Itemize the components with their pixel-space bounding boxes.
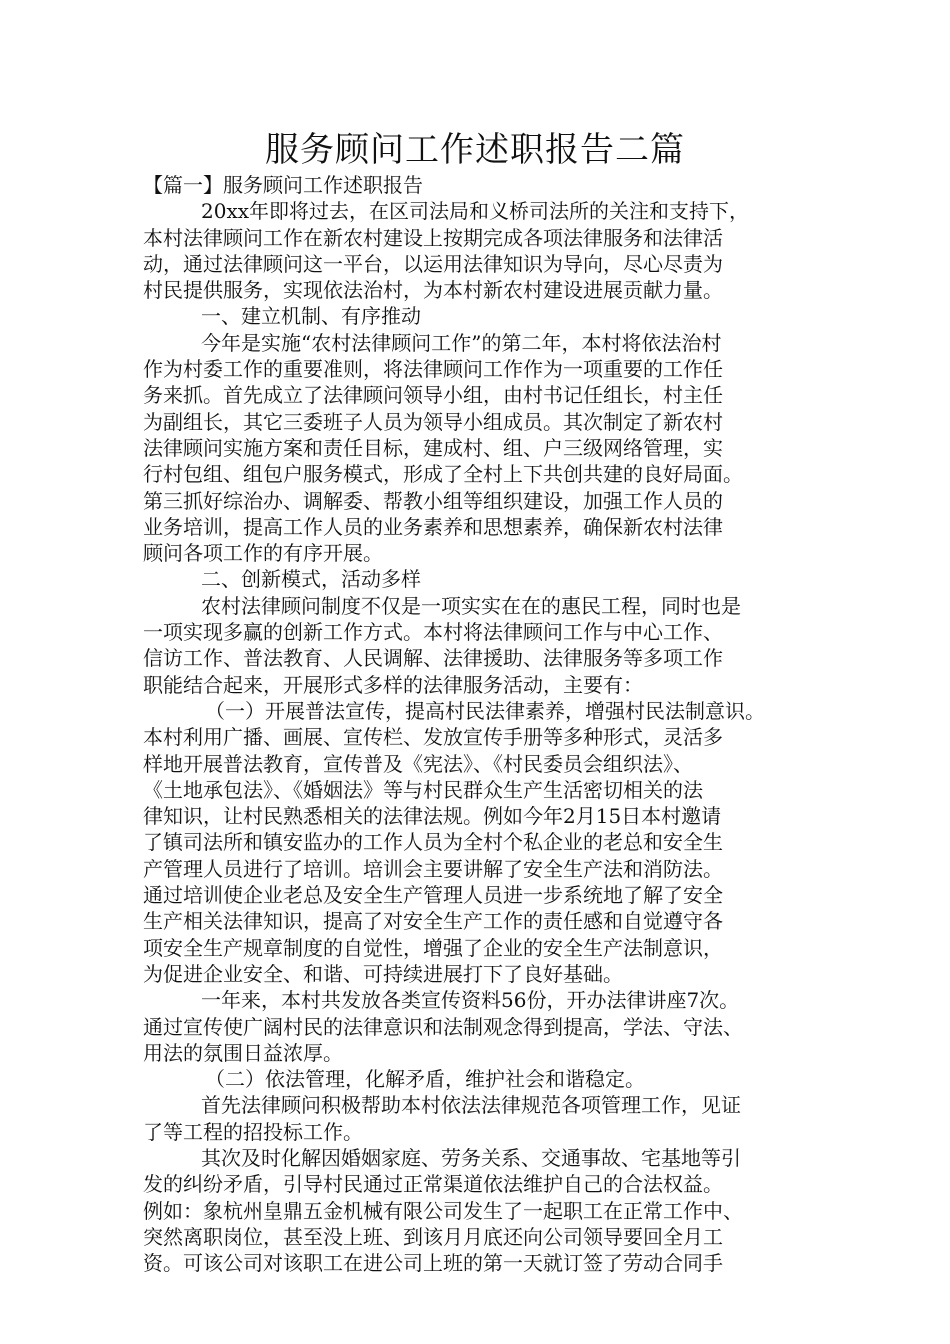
text-line: 农村法律顾问制度不仅是一项实实在在的惠民工程，同时也是 (201, 593, 741, 618)
text-line: 一、建立机制、有序推动 (201, 304, 421, 329)
text-line: （一）开展普法宣传，提高村民法律素养，增强村民法制意识。 (205, 698, 765, 723)
document-title: 服务顾问工作述职报告二篇 (265, 130, 685, 170)
text-line: 二、创新模式，活动多样 (201, 567, 421, 592)
text-line: 生产相关法律知识，提高了对安全生产工作的责任感和自觉遵守各 (143, 909, 723, 934)
text-line: 为副组长，其它三委班子人员为领导小组成员。其次制定了新农村 (143, 409, 723, 434)
text-line: 突然离职岗位，甚至没上班、到该月月底还向公司领导要回全月工 (143, 1224, 723, 1249)
text-line: 资。可该公司对该职工在进公司上班的第一天就订签了劳动合同手 (143, 1251, 723, 1276)
text-line: 动，通过法律顾问这一平台，以运用法律知识为导向，尽心尽责为 (143, 251, 723, 276)
text-line: 项安全生产规章制度的自觉性，增强了企业的安全生产法制意识， (143, 935, 723, 960)
text-line: 其次及时化解因婚姻家庭、劳务关系、交通事故、宅基地等引 (201, 1145, 741, 1170)
text-line: 法律顾问实施方案和责任目标，建成村、组、户三级网络管理，实 (143, 435, 723, 460)
text-line: 本村法律顾问工作在新农村建设上按期完成各项法律服务和法律活 (143, 225, 723, 250)
text-line: 今年是实施“农村法律顾问工作”的第二年，本村将依法治村 (201, 330, 722, 355)
text-line: 一项实现多赢的创新工作方式。本村将法律顾问工作与中心工作、 (143, 620, 723, 645)
text-line: 本村利用广播、画展、宣传栏、发放宣传手册等多种形式，灵活多 (143, 725, 723, 750)
text-line: 为促进企业安全、和谐、可持续进展打下了良好基础。 (143, 961, 623, 986)
document-body (143, 172, 833, 1276)
text-line: 例如：象杭州皇鼎五金机械有限公司发生了一起职工在正常工作中、 (143, 1198, 743, 1223)
text-line: 作为村委工作的重要准则，将法律顾问工作作为一项重要的工作任 (143, 357, 723, 382)
text-line: 信访工作、普法教育、人民调解、法律援助、法律服务等多项工作 (143, 646, 723, 671)
text-line: 产管理人员进行了培训。培训会主要讲解了安全生产法和消防法。 (143, 856, 723, 881)
text-line: 20xx年即将过去，在区司法局和义桥司法所的关注和支持下， (201, 199, 750, 224)
text-line: 【篇一】服务顾问工作述职报告 (143, 173, 423, 197)
text-line: 样地开展普法教育，宣传普及《宪法》、《村民委员会组织法》、 (143, 751, 693, 776)
text-line: （二）依法管理，化解矛盾，维护社会和谐稳定。 (205, 1067, 645, 1092)
text-line: 一年来，本村共发放各类宣传资料56份，开办法律讲座7次。 (201, 988, 740, 1013)
text-line: 务来抓。首先成立了法律顾问领导小组，由村书记任组长，村主任 (143, 383, 723, 408)
text-line: 村民提供服务，实现依法治村，为本村新农村建设进展贡献力量。 (143, 278, 723, 303)
text-line: 律知识，让村民熟悉相关的法律法规。例如今年2月15日本村邀请 (143, 804, 722, 829)
text-line: 《土地承包法》、《婚姻法》等与村民群众生产生活密切相关的法 (143, 777, 703, 802)
text-line: 通过培训使企业老总及安全生产管理人员进一步系统地了解了安全 (143, 883, 723, 908)
text-line: 顾问各项工作的有序开展。 (143, 541, 383, 566)
text-line: 业务培训，提高工作人员的业务素养和思想素养，确保新农村法律 (143, 514, 723, 539)
text-line: 了镇司法所和镇安监办的工作人员为全村个私企业的老总和安全生 (143, 830, 723, 855)
text-line: 用法的氛围日益浓厚。 (143, 1040, 343, 1065)
text-line: 发的纠纷矛盾，引导村民通过正常渠道依法维护自己的合法权益。 (143, 1172, 723, 1197)
text-line: 第三抓好综治办、调解委、帮教小组等组织建设，加强工作人员的 (143, 488, 723, 513)
text-line: 职能结合起来，开展形式多样的法律服务活动，主要有： (143, 672, 643, 697)
text-line: 通过宣传使广阔村民的法律意识和法制观念得到提高，学法、守法、 (143, 1014, 743, 1039)
text-line: 了等工程的招投标工作。 (143, 1119, 363, 1144)
text-line: 行村包组、组包户服务模式，形成了全村上下共创共建的良好局面。 (143, 462, 743, 487)
text-line: 首先法律顾问积极帮助本村依法法律规范各项管理工作，见证 (201, 1093, 741, 1118)
